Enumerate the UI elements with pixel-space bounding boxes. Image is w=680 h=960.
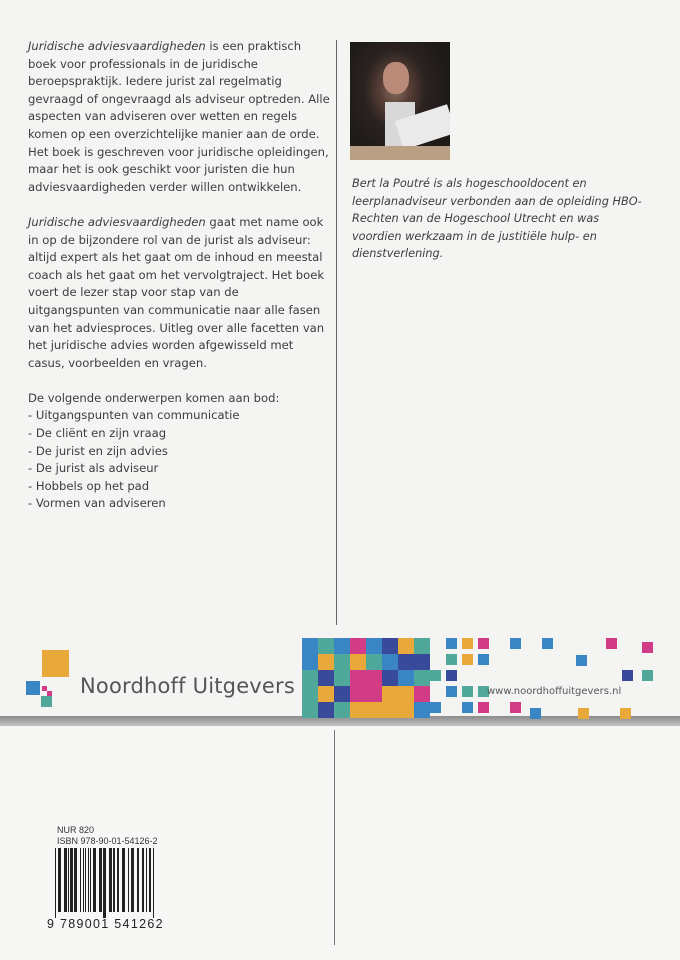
mosaic-tile [350,654,366,670]
barcode-bar [142,848,144,912]
isbn: ISBN 978-90-01-54126-2 [57,836,158,846]
topic-item: - Hobbels op het pad [28,478,150,493]
barcode-bar [113,848,115,912]
mosaic-tile [462,654,473,665]
topic-item: - De jurist als adviseur [28,461,159,476]
mosaic-tile [578,708,589,719]
mosaic-tile [318,686,334,702]
mosaic-tile [462,686,473,697]
mosaic-tile [366,654,382,670]
barcode-bar [149,848,151,912]
topics-intro: De volgende onderwerpen komen aan bod: [28,390,280,405]
barcode-bar [122,848,125,912]
author-bio: Bert la Poutré is als hogeschooldocent en leerplanadviseur verbonden aan de opleiding HBO-Rechten van de Hogeschool Utrecht en was voordien werkzaam in de justitiële hulp- en dienstverlening. [352,177,642,260]
barcode-bar [103,848,106,918]
mosaic-tile [398,654,414,670]
lower-divider [334,730,335,945]
mosaic-tile [366,638,382,654]
mosaic-tile [414,702,430,718]
barcode-bar [55,848,56,918]
mosaic-tile [414,638,430,654]
mosaic-tile [334,654,350,670]
mosaic-tile [462,638,473,649]
barcode-bar [64,848,67,912]
mosaic-tile [382,638,398,654]
mosaic-tile [398,670,414,686]
mosaic-tile [302,638,318,654]
mosaic-tile [642,642,653,653]
mosaic-tile [398,686,414,702]
mosaic-tile [382,686,398,702]
mosaic-tile [334,702,350,718]
mosaic-tile [302,702,318,718]
mosaic-tile [622,670,633,681]
mosaic-tile [510,702,521,713]
barcode [55,848,155,918]
mosaic-tile [510,638,521,649]
mosaic-tile [334,686,350,702]
topic-item: - De jurist en zijn advies [28,443,168,458]
mosaic-tile [398,638,414,654]
mosaic-tile [318,702,334,718]
mosaic-tile [478,638,489,649]
barcode-bar [70,848,73,912]
barcode-bar [128,848,129,912]
barcode-bar [153,848,154,918]
mosaic-tile [576,655,587,666]
mosaic-tile [414,670,430,686]
barcode-bar [93,848,96,912]
mosaic-tile [382,654,398,670]
barcode-bar [90,848,91,912]
barcode-bar [80,848,81,912]
barcode-bar [88,848,89,912]
barcode-bar [83,848,84,912]
mosaic-tile [382,702,398,718]
mosaic-tile [398,702,414,718]
mosaic-tile [302,654,318,670]
mosaic-tile [382,670,398,686]
barcode-bar [146,848,147,912]
mosaic-tile [350,686,366,702]
barcode-bar [58,848,61,912]
mosaic-tile [462,702,473,713]
publisher-url[interactable]: www.noordhoffuitgevers.nl [487,686,622,697]
mosaic-tile [334,670,350,686]
mosaic-tile [446,654,457,665]
mosaic-tile [334,638,350,654]
mosaic-tile [446,638,457,649]
topic-item: - Vormen van adviseren [28,496,166,511]
barcode-bar [137,848,139,912]
mosaic-tile [350,638,366,654]
book-title: Juridische adviesvaardigheden [28,214,206,229]
topic-item: - De cliënt en zijn vraag [28,426,167,441]
barcode-bar [74,848,77,912]
barcode-bar [117,848,119,912]
mosaic-tile [318,638,334,654]
mosaic-tile [302,686,318,702]
mosaic-tile [350,670,366,686]
mosaic-tile [302,670,318,686]
mosaic-tile [350,702,366,718]
mosaic-tile [446,670,457,681]
mosaic-tile [478,654,489,665]
mosaic-tile [642,670,653,681]
mosaic-tile [446,686,457,697]
mosaic-tile [318,654,334,670]
mosaic-tile [542,638,553,649]
product-codes [57,825,158,847]
mosaic-tile [414,654,430,670]
mosaic-tile [430,702,441,713]
mosaic-tile [530,708,541,719]
mosaic-tile [430,670,441,681]
barcode-bar [99,848,102,912]
mosaic-tile [606,638,617,649]
mosaic-tile [318,670,334,686]
topic-item: - Uitgangspunten van communicatie [28,408,240,423]
barcode-number: 9 789001 541262 [47,917,164,931]
book-title: Juridische adviesvaardigheden [28,39,206,53]
mosaic-tile [414,686,430,702]
mosaic-tile [620,708,631,719]
mosaic-tile [366,686,382,702]
barcode-bar [68,848,69,912]
role-text: gaat met name ook in op de bijzondere rol van de jurist als adviseur: altijd expert als het gaat om de inhoud en meestal coach als het gaat om het vervolgtraject. Het boek voert de lezer stap voor stap van de uitgangspunten van communicatie naar alle fasen van het adviesproces. Uitleg over alle facetten van het juridische advies worden afgewisseld met casus, voorbeelden en vragen. [28,214,325,370]
barcode-bar [85,848,86,912]
barcode-bar [109,848,112,912]
intro-text: is een praktisch boek voor professionals in de juridische beroepspraktijk. Iedere jurist zal regelmatig gevraagd of ongevraagd als adviseur optreden. Alle aspecten van adviseren over wetten en regels komen op een overzichtelijke manier aan de orde. Het boek is geschreven voor juridische opleidingen, maar het is ook geschikt voor juristen die hun adviesvaardigheden verder willen ontwikkelen. [28,39,330,194]
barcode-bar [131,848,134,912]
publisher-name: Noordhoff Uitgevers [80,674,296,698]
mosaic-tile [478,702,489,713]
mosaic-tile [366,702,382,718]
nur-code: NUR 820 [57,825,95,835]
mosaic-tile [366,670,382,686]
